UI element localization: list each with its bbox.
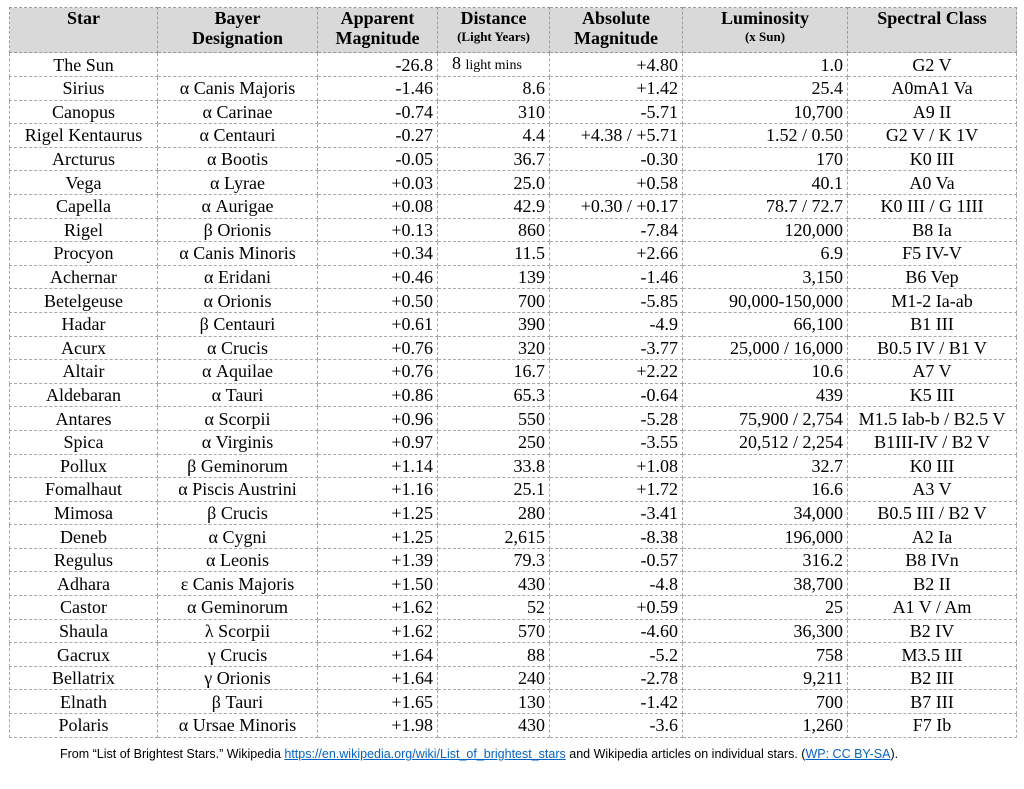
cell-luminosity: 9,211 — [683, 666, 848, 690]
cell-spectral-class: K5 III — [848, 383, 1017, 407]
cell-bayer-designation: γ Crucis — [158, 643, 318, 667]
table-row — [10, 548, 1017, 572]
table-row — [10, 690, 1017, 714]
cell-apparent-magnitude: +0.61 — [318, 312, 438, 336]
cell-spectral-class: K0 III / G 1III — [848, 194, 1017, 218]
table-row — [10, 525, 1017, 549]
cell-spectral-class: A2 Ia — [848, 525, 1017, 549]
cell-absolute-magnitude: -1.46 — [550, 265, 683, 289]
cell-absolute-magnitude: +2.66 — [550, 242, 683, 266]
cell-distance: 250 — [438, 430, 550, 454]
cell-luminosity: 90,000-150,000 — [683, 289, 848, 313]
cell-bayer-designation — [158, 53, 318, 77]
cell-absolute-magnitude: +1.42 — [550, 77, 683, 101]
table-row — [10, 124, 1017, 148]
cell-apparent-magnitude: +0.76 — [318, 336, 438, 360]
cell-bayer-designation: α Aquilae — [158, 360, 318, 384]
cell-distance: 25.1 — [438, 478, 550, 502]
cell-spectral-class: M3.5 III — [848, 643, 1017, 667]
cell-luminosity: 16.6 — [683, 478, 848, 502]
cell-star: Arcturus — [10, 147, 158, 171]
cell-star: Acurx — [10, 336, 158, 360]
cell-star: The Sun — [10, 53, 158, 77]
cell-distance: 4.4 — [438, 124, 550, 148]
cell-spectral-class: A9 II — [848, 100, 1017, 124]
cell-distance: 550 — [438, 407, 550, 431]
table-row — [10, 619, 1017, 643]
cell-luminosity: 758 — [683, 643, 848, 667]
cell-spectral-class: B7 III — [848, 690, 1017, 714]
cell-bayer-designation: λ Scorpii — [158, 619, 318, 643]
cell-apparent-magnitude: +1.25 — [318, 501, 438, 525]
cell-distance: 390 — [438, 312, 550, 336]
cell-distance: 79.3 — [438, 548, 550, 572]
table-row — [10, 336, 1017, 360]
cell-luminosity: 196,000 — [683, 525, 848, 549]
cell-spectral-class: F5 IV-V — [848, 242, 1017, 266]
cell-distance: 11.5 — [438, 242, 550, 266]
cell-absolute-magnitude: +4.80 — [550, 53, 683, 77]
cell-apparent-magnitude: +0.96 — [318, 407, 438, 431]
header-spectral-class: Spectral Class — [848, 8, 1017, 53]
cell-luminosity: 34,000 — [683, 501, 848, 525]
cell-bayer-designation: α Carinae — [158, 100, 318, 124]
cell-bayer-designation: α Canis Majoris — [158, 77, 318, 101]
cell-spectral-class: G2 V — [848, 53, 1017, 77]
header-distance: Distance (Light Years) — [438, 8, 550, 53]
table-row — [10, 77, 1017, 101]
cell-star: Elnath — [10, 690, 158, 714]
cell-apparent-magnitude: +0.50 — [318, 289, 438, 313]
cell-star: Spica — [10, 430, 158, 454]
cell-absolute-magnitude: -7.84 — [550, 218, 683, 242]
cell-apparent-magnitude: +1.50 — [318, 572, 438, 596]
cell-spectral-class: B2 II — [848, 572, 1017, 596]
cell-luminosity: 38,700 — [683, 572, 848, 596]
cell-absolute-magnitude: -4.60 — [550, 619, 683, 643]
table-row — [10, 242, 1017, 266]
cell-star: Shaula — [10, 619, 158, 643]
cell-apparent-magnitude: +0.13 — [318, 218, 438, 242]
cell-luminosity: 439 — [683, 383, 848, 407]
cell-star: Capella — [10, 194, 158, 218]
cell-star: Aldebaran — [10, 383, 158, 407]
table-row — [10, 265, 1017, 289]
cell-spectral-class: B1III-IV / B2 V — [848, 430, 1017, 454]
header-absolute-magnitude: Absolute Magnitude — [550, 8, 683, 53]
cell-distance: 860 — [438, 218, 550, 242]
cell-spectral-class: B1 III — [848, 312, 1017, 336]
cell-star: Regulus — [10, 548, 158, 572]
cell-apparent-magnitude: +1.62 — [318, 596, 438, 620]
cell-star: Canopus — [10, 100, 158, 124]
cell-spectral-class: K0 III — [848, 454, 1017, 478]
citation-text-after: ). — [890, 747, 899, 761]
cell-star: Altair — [10, 360, 158, 384]
cell-luminosity: 700 — [683, 690, 848, 714]
cell-apparent-magnitude: +0.97 — [318, 430, 438, 454]
cell-bayer-designation: α Virginis — [158, 430, 318, 454]
cell-spectral-class: A1 V / Am — [848, 596, 1017, 620]
cell-bayer-designation: α Piscis Austrini — [158, 478, 318, 502]
cell-apparent-magnitude: +1.65 — [318, 690, 438, 714]
cell-star: Antares — [10, 407, 158, 431]
cell-bayer-designation: α Orionis — [158, 289, 318, 313]
table-row — [10, 430, 1017, 454]
cell-apparent-magnitude: +1.16 — [318, 478, 438, 502]
table-row — [10, 289, 1017, 313]
cell-absolute-magnitude: -4.8 — [550, 572, 683, 596]
cell-distance: 2,615 — [438, 525, 550, 549]
cell-distance: 88 — [438, 643, 550, 667]
cell-spectral-class: B2 III — [848, 666, 1017, 690]
cell-apparent-magnitude: -26.8 — [318, 53, 438, 77]
table-header-row — [10, 8, 1017, 53]
cell-bayer-designation: β Tauri — [158, 690, 318, 714]
cell-absolute-magnitude: +1.08 — [550, 454, 683, 478]
cell-absolute-magnitude: -5.85 — [550, 289, 683, 313]
cell-absolute-magnitude: -2.78 — [550, 666, 683, 690]
cell-luminosity: 25,000 / 16,000 — [683, 336, 848, 360]
cell-luminosity: 120,000 — [683, 218, 848, 242]
cell-bayer-designation: α Cygni — [158, 525, 318, 549]
cell-luminosity: 1,260 — [683, 714, 848, 738]
table-row — [10, 666, 1017, 690]
cell-spectral-class: A3 V — [848, 478, 1017, 502]
cell-distance: 280 — [438, 501, 550, 525]
cell-absolute-magnitude: +0.59 — [550, 596, 683, 620]
cell-star: Vega — [10, 171, 158, 195]
cell-luminosity: 25.4 — [683, 77, 848, 101]
cell-bayer-designation: α Geminorum — [158, 596, 318, 620]
cell-star: Rigel Kentaurus — [10, 124, 158, 148]
cell-luminosity: 66,100 — [683, 312, 848, 336]
wikipedia-list-link[interactable]: https://en.wikipedia.org/wiki/List_of_brightest_stars — [284, 747, 566, 761]
table-row — [10, 53, 1017, 77]
cell-spectral-class: B8 Ia — [848, 218, 1017, 242]
cell-bayer-designation: α Ursae Minoris — [158, 714, 318, 738]
cell-apparent-magnitude: +0.34 — [318, 242, 438, 266]
cell-spectral-class: K0 III — [848, 147, 1017, 171]
table-row — [10, 572, 1017, 596]
cell-luminosity: 3,150 — [683, 265, 848, 289]
cell-apparent-magnitude: +0.86 — [318, 383, 438, 407]
cell-luminosity: 78.7 / 72.7 — [683, 194, 848, 218]
cell-bayer-designation: α Tauri — [158, 383, 318, 407]
cell-star: Betelgeuse — [10, 289, 158, 313]
cell-star: Pollux — [10, 454, 158, 478]
cell-apparent-magnitude: +1.14 — [318, 454, 438, 478]
header-bayer-designation: Bayer Designation — [158, 8, 318, 53]
distance-unit: light mins — [465, 58, 522, 73]
cell-absolute-magnitude: -3.77 — [550, 336, 683, 360]
source-citation — [60, 746, 980, 763]
header-star: Star — [10, 8, 158, 53]
cell-distance: 8.6 — [438, 77, 550, 101]
cell-spectral-class: A0 Va — [848, 171, 1017, 195]
cell-spectral-class: M1-2 Ia-ab — [848, 289, 1017, 313]
cell-star: Castor — [10, 596, 158, 620]
cell-star: Adhara — [10, 572, 158, 596]
cell-spectral-class: M1.5 Iab-b / B2.5 V — [848, 407, 1017, 431]
distance-value: 8 — [452, 53, 461, 73]
cell-luminosity: 1.52 / 0.50 — [683, 124, 848, 148]
cell-absolute-magnitude: -0.64 — [550, 383, 683, 407]
table-row — [10, 171, 1017, 195]
license-link[interactable]: WP: CC BY-SA — [805, 747, 891, 761]
cell-luminosity: 170 — [683, 147, 848, 171]
cell-spectral-class: F7 Ib — [848, 714, 1017, 738]
cell-distance: 16.7 — [438, 360, 550, 384]
cell-absolute-magnitude: -4.9 — [550, 312, 683, 336]
cell-absolute-magnitude: -8.38 — [550, 525, 683, 549]
table-row — [10, 100, 1017, 124]
cell-apparent-magnitude: +0.76 — [318, 360, 438, 384]
cell-absolute-magnitude: +1.72 — [550, 478, 683, 502]
cell-absolute-magnitude: -5.2 — [550, 643, 683, 667]
table-row — [10, 643, 1017, 667]
cell-star: Sirius — [10, 77, 158, 101]
table-row — [10, 501, 1017, 525]
cell-apparent-magnitude: +0.03 — [318, 171, 438, 195]
cell-star: Deneb — [10, 525, 158, 549]
cell-bayer-designation: α Lyrae — [158, 171, 318, 195]
cell-distance — [438, 53, 550, 77]
cell-luminosity: 20,512 / 2,254 — [683, 430, 848, 454]
cell-distance: 36.7 — [438, 147, 550, 171]
cell-distance: 700 — [438, 289, 550, 313]
cell-bayer-designation: α Scorpii — [158, 407, 318, 431]
cell-bayer-designation: α Eridani — [158, 265, 318, 289]
cell-bayer-designation: β Centauri — [158, 312, 318, 336]
cell-spectral-class: B0.5 III / B2 V — [848, 501, 1017, 525]
citation-text-middle: and Wikipedia articles on individual stars. ( — [565, 747, 806, 761]
cell-bayer-designation: ε Canis Majoris — [158, 572, 318, 596]
table-row — [10, 360, 1017, 384]
cell-apparent-magnitude: -1.46 — [318, 77, 438, 101]
cell-distance: 65.3 — [438, 383, 550, 407]
cell-bayer-designation: α Leonis — [158, 548, 318, 572]
table-row — [10, 147, 1017, 171]
table-row — [10, 478, 1017, 502]
cell-bayer-designation: β Orionis — [158, 218, 318, 242]
cell-bayer-designation: α Canis Minoris — [158, 242, 318, 266]
table-body — [10, 53, 1017, 738]
cell-star: Bellatrix — [10, 666, 158, 690]
cell-spectral-class: B8 IVn — [848, 548, 1017, 572]
cell-distance: 310 — [438, 100, 550, 124]
cell-distance: 139 — [438, 265, 550, 289]
cell-bayer-designation: γ Orionis — [158, 666, 318, 690]
cell-apparent-magnitude: +0.46 — [318, 265, 438, 289]
header-apparent-magnitude: Apparent Magnitude — [318, 8, 438, 53]
cell-luminosity: 6.9 — [683, 242, 848, 266]
table-row — [10, 596, 1017, 620]
cell-distance: 33.8 — [438, 454, 550, 478]
cell-spectral-class: B2 IV — [848, 619, 1017, 643]
cell-bayer-designation: α Crucis — [158, 336, 318, 360]
cell-apparent-magnitude: +1.64 — [318, 643, 438, 667]
cell-luminosity: 32.7 — [683, 454, 848, 478]
cell-apparent-magnitude: -0.74 — [318, 100, 438, 124]
cell-bayer-designation: α Bootis — [158, 147, 318, 171]
cell-spectral-class: B6 Vep — [848, 265, 1017, 289]
cell-luminosity: 36,300 — [683, 619, 848, 643]
table-row — [10, 312, 1017, 336]
cell-bayer-designation: β Geminorum — [158, 454, 318, 478]
cell-distance: 130 — [438, 690, 550, 714]
cell-absolute-magnitude: +0.30 / +0.17 — [550, 194, 683, 218]
cell-distance: 240 — [438, 666, 550, 690]
cell-luminosity: 10.6 — [683, 360, 848, 384]
cell-apparent-magnitude: +1.62 — [318, 619, 438, 643]
cell-absolute-magnitude: -3.6 — [550, 714, 683, 738]
cell-absolute-magnitude: -5.71 — [550, 100, 683, 124]
cell-absolute-magnitude: -3.55 — [550, 430, 683, 454]
cell-distance: 320 — [438, 336, 550, 360]
cell-star: Rigel — [10, 218, 158, 242]
cell-luminosity: 75,900 / 2,754 — [683, 407, 848, 431]
cell-absolute-magnitude: -1.42 — [550, 690, 683, 714]
cell-apparent-magnitude: -0.27 — [318, 124, 438, 148]
cell-star: Mimosa — [10, 501, 158, 525]
cell-absolute-magnitude: +2.22 — [550, 360, 683, 384]
cell-star: Procyon — [10, 242, 158, 266]
cell-absolute-magnitude: -5.28 — [550, 407, 683, 431]
cell-bayer-designation: α Centauri — [158, 124, 318, 148]
cell-spectral-class: A7 V — [848, 360, 1017, 384]
cell-distance: 42.9 — [438, 194, 550, 218]
cell-distance: 430 — [438, 714, 550, 738]
cell-absolute-magnitude: +4.38 / +5.71 — [550, 124, 683, 148]
table-row — [10, 454, 1017, 478]
header-luminosity: Luminosity (x Sun) — [683, 8, 848, 53]
table-row — [10, 218, 1017, 242]
cell-distance: 25.0 — [438, 171, 550, 195]
cell-spectral-class: G2 V / K 1V — [848, 124, 1017, 148]
cell-star: Fomalhaut — [10, 478, 158, 502]
cell-luminosity: 10,700 — [683, 100, 848, 124]
cell-luminosity: 316.2 — [683, 548, 848, 572]
cell-absolute-magnitude: -0.30 — [550, 147, 683, 171]
brightest-stars-table — [9, 7, 1017, 738]
cell-luminosity: 25 — [683, 596, 848, 620]
cell-star: Gacrux — [10, 643, 158, 667]
cell-luminosity: 1.0 — [683, 53, 848, 77]
cell-spectral-class: B0.5 IV / B1 V — [848, 336, 1017, 360]
cell-distance: 570 — [438, 619, 550, 643]
cell-apparent-magnitude: +1.98 — [318, 714, 438, 738]
cell-distance: 430 — [438, 572, 550, 596]
cell-apparent-magnitude: +1.64 — [318, 666, 438, 690]
table-row — [10, 383, 1017, 407]
cell-apparent-magnitude: -0.05 — [318, 147, 438, 171]
table-row — [10, 407, 1017, 431]
table-row — [10, 714, 1017, 738]
cell-absolute-magnitude: +0.58 — [550, 171, 683, 195]
cell-bayer-designation: α Aurigae — [158, 194, 318, 218]
cell-apparent-magnitude: +0.08 — [318, 194, 438, 218]
cell-star: Hadar — [10, 312, 158, 336]
cell-bayer-designation: β Crucis — [158, 501, 318, 525]
cell-spectral-class: A0mA1 Va — [848, 77, 1017, 101]
cell-absolute-magnitude: -0.57 — [550, 548, 683, 572]
cell-luminosity: 40.1 — [683, 171, 848, 195]
table-row — [10, 194, 1017, 218]
cell-distance: 52 — [438, 596, 550, 620]
cell-apparent-magnitude: +1.25 — [318, 525, 438, 549]
cell-apparent-magnitude: +1.39 — [318, 548, 438, 572]
cell-star: Achernar — [10, 265, 158, 289]
citation-text-before: From “List of Brightest Stars.” Wikipedia — [60, 747, 285, 761]
cell-star: Polaris — [10, 714, 158, 738]
cell-absolute-magnitude: -3.41 — [550, 501, 683, 525]
